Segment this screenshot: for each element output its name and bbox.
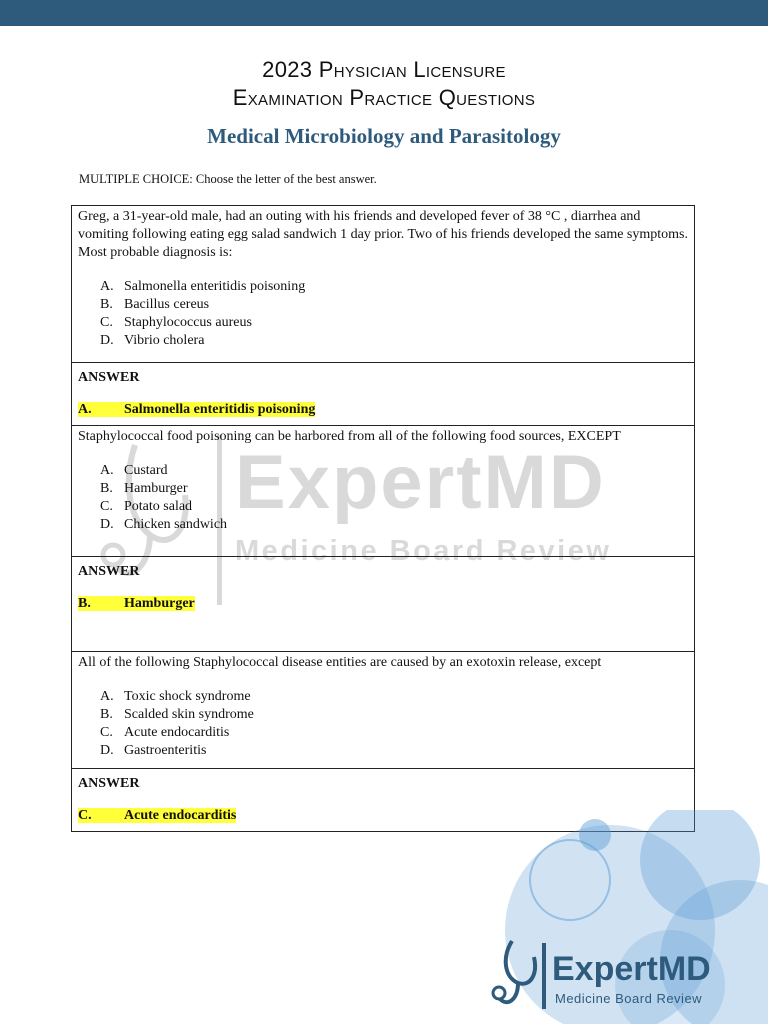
answer-text: Acute endocarditis <box>124 808 237 823</box>
option-item <box>78 742 688 760</box>
option-item <box>78 332 688 350</box>
option-item <box>78 462 688 480</box>
page-subtitle: Medical Microbiology and Parasitology <box>207 124 561 148</box>
option-letter: C. <box>100 499 113 514</box>
answer-row <box>72 557 695 652</box>
answer-line <box>78 595 688 613</box>
option-text: Potato salad <box>124 499 193 514</box>
answer-letter: C. <box>78 808 92 823</box>
option-letter: C. <box>100 725 113 740</box>
answer-letter: A. <box>78 402 92 417</box>
option-letter: D. <box>100 517 114 532</box>
answer-letter: B. <box>78 596 91 611</box>
answer-label: ANSWER <box>78 370 140 385</box>
option-text: Salmonella enteritidis poisoning <box>124 279 306 294</box>
option-item <box>78 724 688 742</box>
question-row <box>72 426 695 557</box>
page-title <box>0 56 768 112</box>
answer-highlight <box>78 808 236 823</box>
instructions: MULTIPLE CHOICE: Choose the letter of the best answer. <box>79 172 377 186</box>
option-letter: D. <box>100 743 114 758</box>
option-text: Scalded skin syndrome <box>124 707 254 722</box>
option-text: Gastroenteritis <box>124 743 207 758</box>
stethoscope-icon <box>490 935 548 1015</box>
question-text: All of the following Staphylococcal disease entities are caused by an exotoxin release, except <box>78 655 602 670</box>
header-bar <box>0 0 768 26</box>
option-text: Bacillus cereus <box>124 297 210 312</box>
option-item <box>78 480 688 498</box>
option-item <box>78 498 688 516</box>
title-line-2: Examination Practice Questions <box>232 85 536 110</box>
answer-line <box>78 401 688 419</box>
title-line-1: 2023 Physician Licensure <box>262 57 506 82</box>
option-item <box>78 688 688 706</box>
option-item <box>78 706 688 724</box>
logo-tagline: Medicine Board Review <box>555 991 703 1006</box>
option-letter: B. <box>100 481 113 496</box>
option-text: Vibrio cholera <box>124 333 205 348</box>
option-item <box>78 516 688 534</box>
option-text: Toxic shock syndrome <box>124 689 251 704</box>
option-text: Acute endocarditis <box>124 725 230 740</box>
answer-row <box>72 363 695 426</box>
watermark-tagline: Medicine Board Review <box>235 535 612 567</box>
question-text: Greg, a 31-year-old male, had an outing with his friends and developed fever of 38 °C , diarrhea and vomiting following eating egg salad sandwich 1 day prior. Two of his friends developed the same symptoms. Most probable diagnosis is: <box>78 209 688 260</box>
options-list <box>78 688 688 760</box>
option-item <box>78 278 688 296</box>
answer-highlight <box>78 596 195 611</box>
answer-label: ANSWER <box>78 776 140 791</box>
answer-highlight <box>78 402 315 417</box>
option-letter: C. <box>100 315 113 330</box>
option-text: Staphylococcus aureus <box>124 315 252 330</box>
answer-text: Salmonella enteritidis poisoning <box>124 402 316 417</box>
option-item <box>78 314 688 332</box>
answer-label: ANSWER <box>78 564 140 579</box>
option-letter: A. <box>100 689 114 704</box>
question-row <box>72 652 695 769</box>
option-letter: B. <box>100 707 113 722</box>
option-letter: D. <box>100 333 114 348</box>
answer-text: Hamburger <box>124 596 195 611</box>
options-list <box>78 462 688 534</box>
option-letter: B. <box>100 297 113 312</box>
option-letter: A. <box>100 279 114 294</box>
questions-table <box>71 205 695 832</box>
option-text: Custard <box>124 463 168 478</box>
option-item <box>78 296 688 314</box>
question-text: Staphylococcal food poisoning can be harbored from all of the following food sources, EXCEPT <box>78 429 621 444</box>
options-list <box>78 278 688 350</box>
option-text: Hamburger <box>124 481 188 496</box>
option-letter: A. <box>100 463 114 478</box>
watermark-name: ExpertMD <box>235 440 606 525</box>
option-text: Chicken sandwich <box>124 517 228 532</box>
question-row <box>72 206 695 363</box>
logo-name: ExpertMD <box>552 950 711 988</box>
